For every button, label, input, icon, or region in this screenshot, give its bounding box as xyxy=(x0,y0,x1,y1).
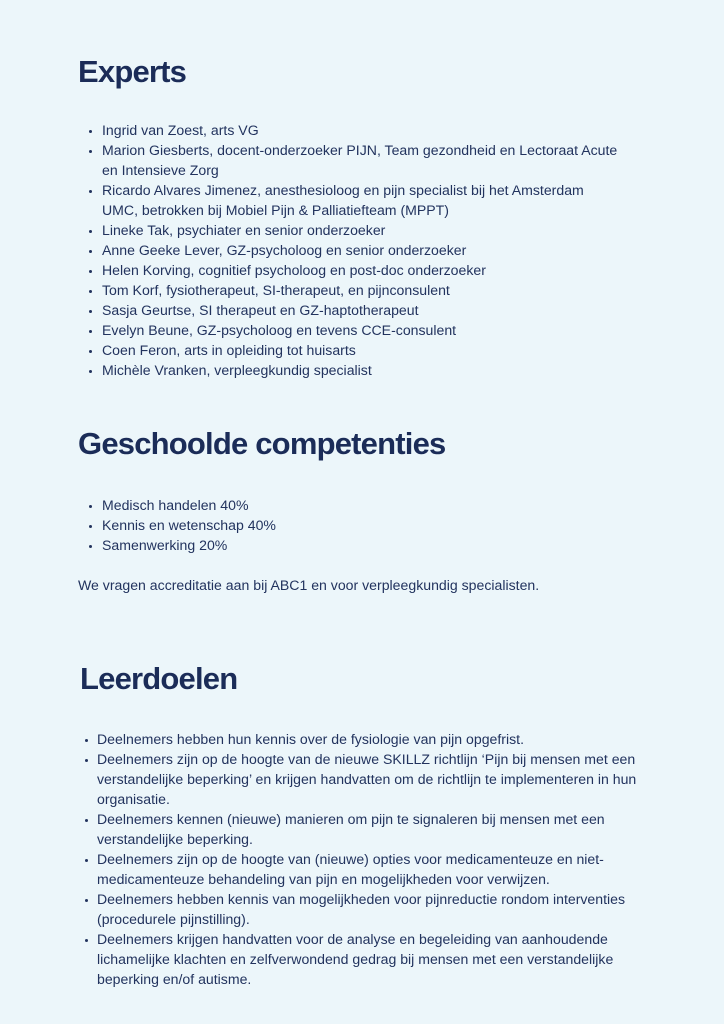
expert-item: Evelyn Beune, GZ-psycholoog en tevens CCE-consulent xyxy=(102,320,622,340)
expert-item: Marion Giesberts, docent-onderzoeker PIJN, Team gezondheid en Lectoraat Acute en Intensieve Zorg xyxy=(102,140,622,180)
accreditation-note: We vragen accreditatie aan bij ABC1 en voor verpleegkundig specialisten. xyxy=(78,577,540,593)
competency-item: Samenwerking 20% xyxy=(102,535,622,555)
expert-item: Michèle Vranken, verpleegkundig specialist xyxy=(102,360,622,380)
expert-item: Lineke Tak, psychiater en senior onderzoeker xyxy=(102,220,622,240)
expert-item: Ingrid van Zoest, arts VG xyxy=(102,120,622,140)
experts-list xyxy=(102,120,622,380)
learning-goal-item: Deelnemers zijn op de hoogte van de nieuwe SKILLZ richtlijn ‘Pijn bij mensen met een verstandelijke beperking’ en krijgen handvatten om de richtlijn te implementeren in hun organisatie. xyxy=(97,749,657,809)
competency-item: Kennis en wetenschap 40% xyxy=(102,515,622,535)
competencies-list xyxy=(102,495,622,555)
expert-item: Coen Feron, arts in opleiding tot huisarts xyxy=(102,340,622,360)
expert-item: Sasja Geurtse, SI therapeut en GZ-haptotherapeut xyxy=(102,300,622,320)
learning-goal-item: Deelnemers krijgen handvatten voor de analyse en begeleiding van aanhoudende lichamelijke klachten en zelfverwondend gedrag bij mensen met een verstandelijke beperking en/of autisme. xyxy=(97,929,657,989)
experts-heading: Experts xyxy=(78,54,187,89)
learning-goal-item: Deelnemers zijn op de hoogte van (nieuwe) opties voor medicamenteuze en niet-medicamenteuze behandeling van pijn en mogelijkheden voor verwijzen. xyxy=(97,849,657,889)
learning-goal-item: Deelnemers kennen (nieuwe) manieren om pijn te signaleren bij mensen met een verstandelijke beperking. xyxy=(97,809,657,849)
learning-goal-item: Deelnemers hebben kennis van mogelijkheden voor pijnreductie rondom interventies (procedurele pijnstilling). xyxy=(97,889,657,929)
competency-item: Medisch handelen 40% xyxy=(102,495,622,515)
expert-item: Anne Geeke Lever, GZ-psycholoog en senior onderzoeker xyxy=(102,240,622,260)
learning-goals-heading: Leerdoelen xyxy=(80,661,238,696)
learning-goals-list xyxy=(97,729,657,989)
expert-item: Ricardo Alvares Jimenez, anesthesioloog en pijn specialist bij het Amsterdam UMC, betrokken bij Mobiel Pijn & Palliatiefteam (MPPT) xyxy=(102,180,622,220)
competencies-heading: Geschoolde competenties xyxy=(78,426,446,461)
expert-item: Tom Korf, fysiotherapeut, SI-therapeut, en pijnconsulent xyxy=(102,280,622,300)
expert-item: Helen Korving, cognitief psycholoog en post-doc onderzoeker xyxy=(102,260,622,280)
learning-goal-item: Deelnemers hebben hun kennis over de fysiologie van pijn opgefrist. xyxy=(97,729,657,749)
